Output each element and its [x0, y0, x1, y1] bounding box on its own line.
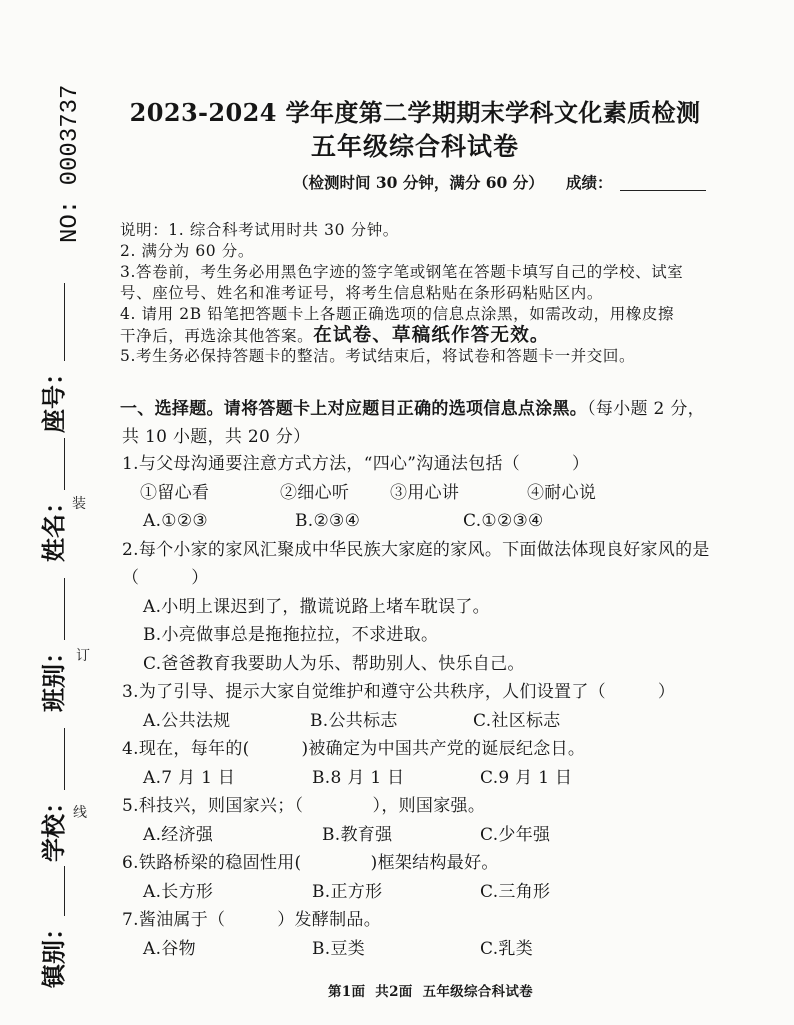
question-4-option-c: C.9 月 1 日 — [480, 767, 573, 788]
question-6-option-b: B.正方形 — [312, 881, 383, 902]
question-3-option-b: B.公共标志 — [310, 710, 398, 731]
page-footer: 第1面 共2面 五年级综合科试卷 — [328, 984, 533, 1000]
question-5-stem: 5.科技兴，则国家兴；（ ），则国家强。 — [122, 796, 486, 816]
question-6-stem-row — [120, 849, 760, 878]
question-2-stem: 2.每个小家的家风汇聚成中华民族大家庭的家风。下面做法体现良好家风的是 — [122, 539, 710, 560]
town-field — [40, 866, 68, 988]
question-7-option-b: B.豆类 — [312, 938, 366, 959]
exam-duration-info: （检测时间 30 分钟，满分 60 分） — [293, 173, 544, 192]
section-multiple-choice — [120, 395, 705, 451]
question-5-options-row — [120, 821, 760, 850]
exam-subtitle: 五年级综合科试卷 — [310, 132, 519, 161]
serial-number: NO: 0003737 — [57, 84, 84, 243]
question-6-option-c: C.三角形 — [480, 881, 551, 902]
instruction-line — [120, 325, 683, 346]
question-2-option-c: C.爸爸教育我要助人为乐、帮助别人、快乐自己。 — [143, 653, 525, 674]
exam-header — [120, 97, 710, 163]
question-3-stem: 3.为了引导、提示大家自觉维护和遵守公共秩序，人们设置了（ ） — [122, 682, 676, 702]
instruction-line: 4. 请用 2B 铅笔把答题卡上各题正确选项的信息点涂黑，如需改动，用橡皮擦 — [120, 304, 675, 323]
question-7-option-a: A.谷物 — [143, 938, 196, 959]
instruction-line: 3.答卷前，考生务必用黑色字迹的签字笔或钢笔在答题卡填写自己的学校、试室 — [120, 262, 684, 281]
binding-mark-xian: 线 — [73, 805, 87, 821]
class-label: 班别： — [39, 640, 68, 712]
exam-title: 2023-2024 学年度第二学期期末学科文化素质检测 — [129, 98, 701, 127]
question-1-item-4: ④耐心说 — [527, 482, 597, 503]
question-2-option-b-row — [120, 621, 760, 650]
question-2-blank-row — [120, 564, 760, 593]
seat-number-label: 座号： — [39, 361, 68, 433]
score-label: 成绩： — [566, 173, 613, 192]
instruction-line: 说明：1. 综合科考试用时共 30 分钟。 — [120, 220, 399, 239]
question-1-stem: 1.与父母沟通要注意方式方法，“四心”沟通法包括（ ） — [122, 454, 590, 474]
question-7-stem: 7.酱油属于（ ）发酵制品。 — [122, 910, 382, 930]
seat-number-blank — [44, 283, 65, 361]
question-1-option-c: C.①②③④ — [463, 511, 544, 531]
question-1-item-1: ①留心看 — [140, 482, 210, 503]
binding-mark-zhuang: 装 — [72, 496, 86, 512]
class-field — [40, 578, 68, 712]
binding-mark-ding: 订 — [76, 648, 90, 664]
question-6-option-a: A.长方形 — [143, 881, 214, 902]
school-field — [40, 728, 68, 862]
name-blank — [44, 438, 65, 490]
school-label: 学校： — [39, 790, 68, 862]
question-4-option-a: A.7 月 1 日 — [143, 767, 236, 788]
question-1-stem-row — [120, 450, 760, 479]
section-scoring: （每小题 2 分， — [587, 399, 705, 419]
question-2-option-a: A.小明上课迟到了，撒谎说路上堵车耽误了。 — [143, 596, 490, 617]
question-1-item-3: ③用心讲 — [390, 482, 460, 503]
question-7-options-row — [120, 935, 760, 964]
question-4-stem: 4.现在，每年的( )被确定为中国共产党的诞辰纪念日。 — [122, 739, 586, 759]
question-2-stem-row — [120, 536, 760, 565]
question-3-option-a: A.公共法规 — [143, 710, 231, 731]
instructions — [120, 220, 683, 367]
name-field — [40, 438, 68, 562]
question-7-option-c: C.乳类 — [480, 938, 534, 959]
question-4-option-b: B.8 月 1 日 — [312, 767, 405, 788]
section-heading: 一、选择题。请将答题卡上对应题目正确的选项信息点涂黑。 — [120, 399, 588, 419]
score-blank — [620, 190, 706, 191]
question-4-stem-row — [120, 735, 760, 764]
question-1-options-row — [120, 507, 760, 536]
question-4-options-row — [120, 764, 760, 793]
school-blank — [44, 728, 65, 790]
question-6-options-row — [120, 878, 760, 907]
town-blank — [44, 866, 65, 916]
question-2-option-b: B.小亮做事总是拖拖拉拉，不求进取。 — [143, 625, 439, 645]
question-3-option-c: C.社区标志 — [473, 710, 561, 731]
instruction-line: 号、座位号、姓名和准考证号，将考生信息粘贴在条形码粘贴区内。 — [120, 283, 604, 302]
town-label: 镇别： — [39, 916, 68, 988]
question-3-options-row — [120, 707, 760, 736]
section-heading-line — [120, 395, 705, 423]
name-label: 姓名： — [39, 490, 68, 562]
question-1-items-row — [120, 479, 760, 508]
question-3-stem-row — [120, 678, 760, 707]
instruction-line: 2. 满分为 60 分。 — [120, 241, 254, 260]
question-5-option-a: A.经济强 — [143, 824, 214, 845]
question-list — [120, 450, 760, 963]
question-2-option-c-row — [120, 650, 760, 679]
question-2-option-a-row — [120, 593, 760, 622]
instruction-emphasis: 在试卷、草稿纸作答无效。 — [313, 324, 550, 346]
question-1-option-a: A.①②③ — [143, 511, 208, 531]
question-6-stem: 6.铁路桥梁的稳固性用( )框架结构最好。 — [122, 853, 499, 873]
question-5-option-c: C.少年强 — [480, 824, 551, 845]
question-1-item-2: ②细心听 — [280, 482, 350, 503]
question-2-answer-blank: （ ） — [122, 568, 209, 588]
instruction-line: 5.考生务必保持答题卡的整洁。考试结束后，将试卷和答题卡一并交回。 — [120, 346, 636, 365]
question-7-stem-row — [120, 906, 760, 935]
question-1-option-b: B.②③④ — [295, 511, 361, 531]
instruction-text: 干净后，再选涂其他答案。 — [120, 326, 314, 345]
section-scoring-continued: 共 10 小题，共 20 分） — [122, 427, 311, 447]
question-5-stem-row — [120, 792, 760, 821]
class-blank — [44, 578, 65, 640]
seat-number-field — [40, 283, 68, 433]
question-5-option-b: B.教育强 — [322, 824, 393, 845]
